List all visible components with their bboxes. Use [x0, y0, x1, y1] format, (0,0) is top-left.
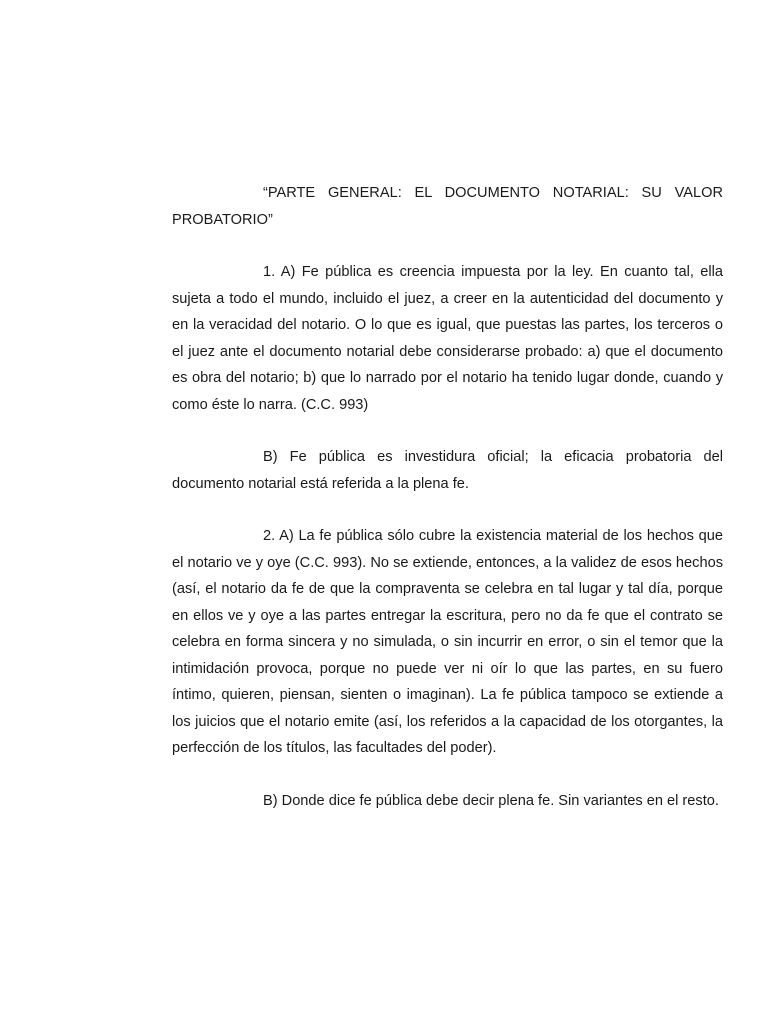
- paragraph-2a: 2. A) La fe pública sólo cubre la existencia material de los hechos que el notario ve y oye (C.C. 993). No se extiende, entonces, a la validez de esos hechos (así, el notario da fe de que la compraventa se celebra en tal lugar y tal día, porque en ellos ve y oye a las partes entregar la escritura, pero no da fe que el contrato se celebra en forma sincera y no simulada, o sin incurrir en error, o sin el temor que la intimidación provoca, porque no puede ver ni oír lo que las partes, en su fuero íntimo, quieren, piensan, sienten o imaginan). La fe pública tampoco se extiende a los juicios que el notario emite (así, los referidos a la capacidad de los otorgantes, la perfección de los títulos, las facultades del poder).: [172, 528, 723, 756]
- paragraph-1a: 1. A) Fe pública es creencia impuesta por la ley. En cuanto tal, ella sujeta a todo el mundo, incluido el juez, a creer en la autenticidad del documento y en la veracidad del notario. O lo que es igual, que puestas las partes, los terceros o el juez ante el documento notarial debe considerarse probado: a) que el documento es obra del notario; b) que lo narrado por el notario ha tenido lugar donde, cuando y como éste lo narra. (C.C. 993): [172, 264, 723, 413]
- document-body: [172, 180, 723, 840]
- paragraph-2b: B) Donde dice fe pública debe decir plena fe. Sin variantes en el resto.: [263, 792, 719, 809]
- paragraph-1b: B) Fe pública es investidura oficial; la eficacia probatoria del documento notarial está referida a la plena fe.: [172, 449, 723, 492]
- document-title: “PARTE GENERAL: EL DOCUMENTO NOTARIAL: SU VALOR PROBATORIO”: [172, 185, 723, 228]
